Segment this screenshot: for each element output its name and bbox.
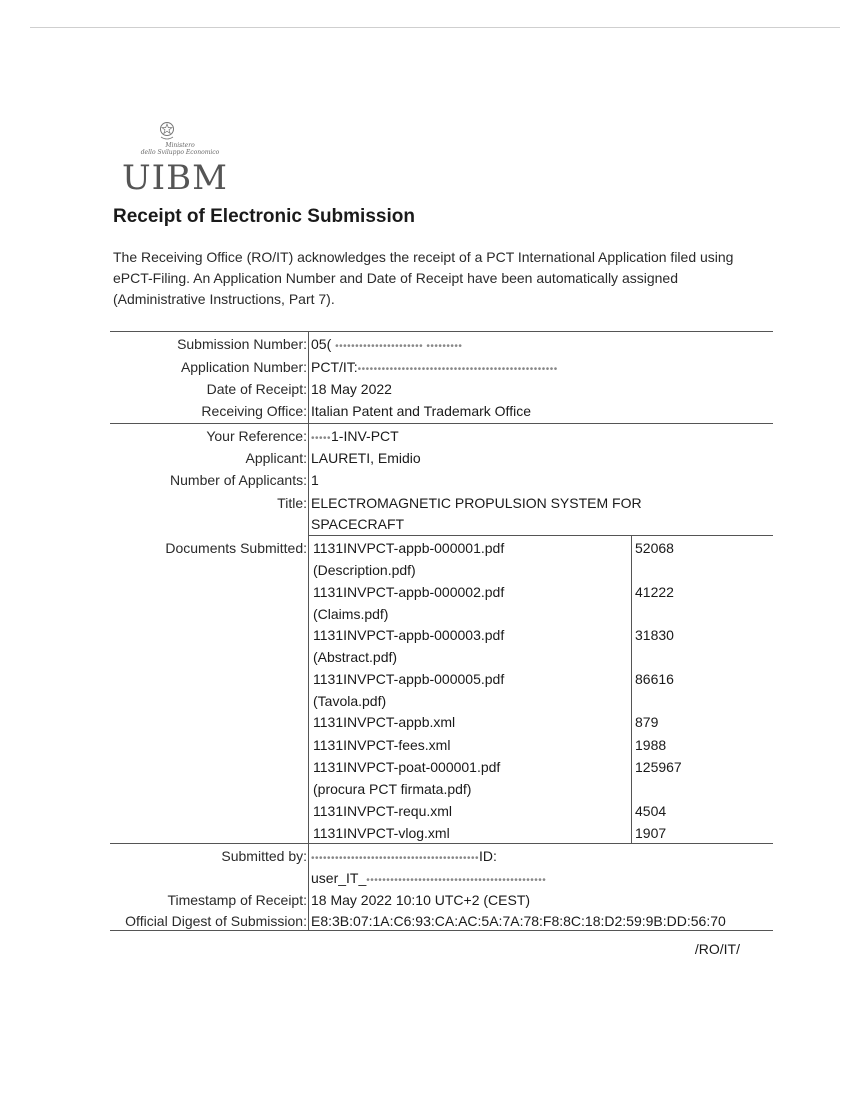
document-name: 1131INVPCT-poat-000001.pdf [313,759,501,775]
document-name: 1131INVPCT-appb-000002.pdf [313,583,505,600]
submission-number-value: 05( [311,336,332,352]
table-rule-2 [110,423,773,424]
redaction-mark: •••••••••••••••••••••••••••••••••••••••••••••••••• [357,364,558,375]
ministry-name [120,142,240,156]
office-code: /RO/IT/ [694,941,740,957]
redaction-mark: •••••••••••••••••••••• ••••••••• [335,341,463,352]
document-size: 52068 [635,540,674,556]
document-subname: (Description.pdf) [313,562,416,578]
top-rule [30,27,840,28]
submitted-by-user: user_IT_ [311,870,367,886]
document-size: 31830 [635,627,674,643]
document-size: 1907 [635,825,667,841]
document-subname: (procura PCT firmata.pdf) [313,781,472,797]
document-size: 86616 [635,670,674,687]
redaction-mark: ••••• [311,433,332,444]
document-size: 1988 [635,736,667,753]
document-name: 1131INVPCT-fees.xml [313,736,451,753]
intro-paragraph: The Receiving Office (RO/IT) acknowledges the receipt of a PCT International Application filed using ePCT-Filing. An Application Number and Date of Receipt have been automatically assigned (Administrative Instructions, Part 7). [113,249,734,307]
document-name: 1131INVPCT-appb-000001.pdf [313,540,505,556]
redaction-mark: ••••••••••••••••••••••••••••••••••••••••••••• [366,875,547,886]
document-subname: (Abstract.pdf) [313,649,398,665]
digest-value: E8:3B:07:1A:C6:93:CA:AC:5A:7A:78:F8:8C:18:D2:59:9B:DD:56:70 [311,913,726,929]
number-of-applicants-value: 1 [311,472,319,488]
document-name: 1131INVPCT-appb-000005.pdf [313,670,505,687]
submitted-by-id-label: ID: [479,848,497,864]
document-size: 879 [635,714,659,730]
timestamp-value: 18 May 2022 10:10 UTC+2 (CEST) [311,892,531,908]
document-size: 41222 [635,583,674,600]
ministry-line-1: Ministero [165,142,195,149]
table-rule-docs [308,535,773,536]
page-title: Receipt of Electronic Submission [113,206,415,227]
document-subname: (Tavola.pdf) [313,692,387,709]
document-name: 1131INVPCT-appb-000003.pdf [313,627,505,643]
application-number-value: PCT/IT: [311,359,358,375]
document-size: 125967 [635,759,682,775]
redaction-mark: •••••••••••••••••••••••••••••••••••••••••• [311,853,480,864]
ministry-line-2: dello Sviluppo Economico [140,149,220,156]
date-of-receipt-value: 18 May 2022 [311,381,392,397]
brand-wordmark: UIBM [122,158,228,198]
table-column-divider [308,332,309,930]
document-size: 4504 [635,802,667,819]
emblem-icon [158,120,176,142]
title-value-line-1: ELECTROMAGNETIC PROPULSION SYSTEM FOR [311,495,642,511]
document-name: 1131INVPCT-appb.xml [313,714,456,730]
document-subname: (Claims.pdf) [313,605,389,622]
table-rule-top [110,331,773,332]
document-name: 1131INVPCT-requ.xml [313,802,453,819]
title-value-line-2: SPACECRAFT [311,516,405,532]
size-column-divider [631,536,632,843]
your-reference-value: 1-INV-PCT [331,428,399,444]
receiving-office-value: Italian Patent and Trademark Office [311,403,531,419]
document-name: 1131INVPCT-vlog.xml [313,825,450,841]
applicant-value: LAURETI, Emidio [311,450,421,466]
